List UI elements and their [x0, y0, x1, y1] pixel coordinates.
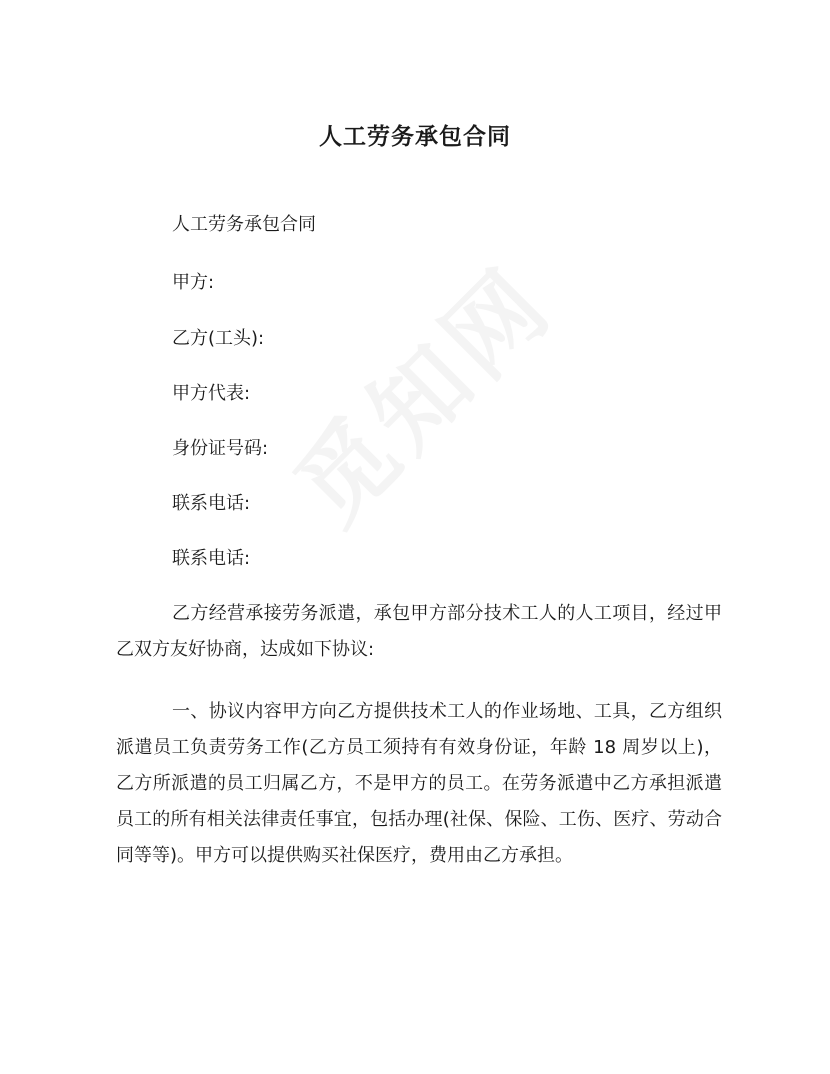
clause-one-paragraph: 一、协议内容甲方向乙方提供技术工人的作业场地、工具，乙方组织派遣员工负责劳务工作(乙方员工须持有有效身份证，年龄 18 周岁以上)，乙方所派遣的员工归属乙方，不是甲方的员工。在劳务派遣中乙方承担派遣员工的所有相关法律责任事宜，包括办理(社保、保险、工伤、医疗、劳动合同等等)。甲方可以提供购买社保医疗，费用由乙方承担。 [116, 701, 722, 866]
id-number-field: 身份证号码: [172, 438, 269, 459]
document-title: 人工劳务承包合同 [319, 124, 511, 150]
party-b-field: 乙方(工头): [172, 328, 265, 349]
phone-field-2: 联系电话: [172, 548, 251, 569]
intro-paragraph: 乙方经营承接劳务派遣，承包甲方部分技术工人的人工项目，经过甲乙双方友好协商，达成如下协议: [116, 603, 722, 660]
party-a-field: 甲方: [172, 272, 215, 293]
party-a-representative-field: 甲方代表: [172, 383, 251, 404]
contract-name-line: 人工劳务承包合同 [172, 214, 316, 235]
phone-field: 联系电话: [172, 493, 251, 514]
watermark [272, 252, 569, 549]
